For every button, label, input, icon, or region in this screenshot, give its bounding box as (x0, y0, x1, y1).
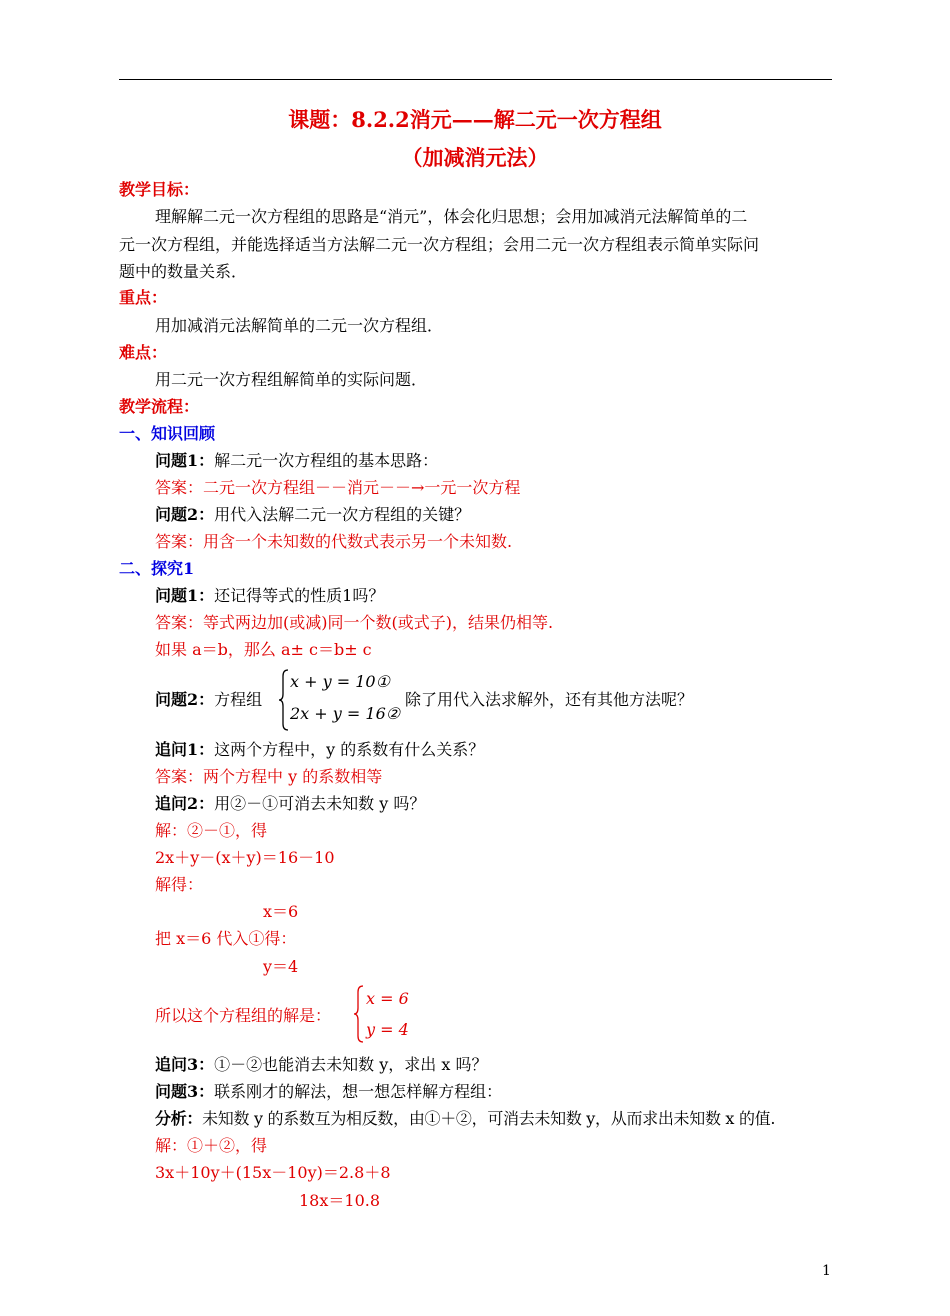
solution-step-6: y＝4 (263, 957, 299, 976)
lesson-title: 课题：8.2.2消元——解二元一次方程组 (288, 107, 662, 132)
follow-up-2 (155, 794, 425, 814)
explore-question-2-rest: 除了用代入法求解外，还有其他方法呢？ (405, 690, 694, 709)
follow-up-3 (155, 1055, 487, 1075)
explore-question-2 (155, 690, 262, 710)
explore-answer-1: 答案：等式两边加(或减)同一个数(或式子)，结果仍相等. (155, 613, 554, 632)
system-equation-1: x + y = 10① (290, 672, 390, 691)
answer-text: 二元一次方程组－－消元－－→一元一次方程 (203, 478, 521, 497)
section-teaching-flow: 教学流程： (119, 397, 200, 416)
solution-step-3: 解得： (155, 875, 204, 894)
question-label: 问题1： (155, 586, 215, 605)
question-text: 方程组 (214, 690, 263, 709)
solution-system-brace (353, 984, 365, 1044)
solution-step-1: 解：②－①，得 (155, 821, 268, 840)
solution-step-4: x＝6 (263, 902, 299, 921)
solution-step-5: 把 x＝6 代入①得： (155, 929, 297, 948)
question-label: 问题2： (155, 690, 215, 709)
analysis-label: 分析： (155, 1109, 203, 1128)
equation-system-brace (278, 668, 290, 732)
section-teaching-goal: 教学目标： (119, 180, 200, 199)
explore-question-3 (155, 1082, 502, 1102)
follow-up-label: 追问3： (155, 1055, 215, 1074)
question-label: 问题1： (155, 451, 215, 470)
follow-up-1 (155, 740, 484, 760)
equality-property: 如果 a＝b，那么 a± c＝b± c (155, 640, 372, 659)
answer-label: 答案： (155, 478, 204, 497)
question-text: 联系刚才的解法，想一想怎样解方程组： (214, 1082, 503, 1101)
part-knowledge-review: 一、知识回顾 (119, 424, 216, 443)
review-question-1 (155, 451, 438, 471)
solution-y-value: y = 4 (366, 1020, 409, 1039)
analysis-text: 未知数 y 的系数互为相反数，由①＋②，可消去未知数 y，从而求出未知数 x 的值. (202, 1109, 776, 1128)
answer-label: 答案： (155, 532, 204, 551)
follow-up-text: 用②－①可消去未知数 y 吗？ (214, 794, 426, 813)
section-difficulty: 难点： (119, 343, 168, 362)
solution2-step-3: 18x＝10.8 (299, 1191, 381, 1210)
solution-x-value: x = 6 (366, 989, 409, 1008)
follow-up-label: 追问1： (155, 740, 215, 759)
goal-line-3: 题中的数量关系． (119, 262, 248, 281)
question-label: 问题2： (155, 505, 215, 524)
goal-line-2: 元一次方程组，并能选择适当方法解二元一次方程组；会用二元一次方程组表示简单实际问 (119, 235, 760, 254)
question-text: 解二元一次方程组的基本思路： (214, 451, 439, 470)
solution2-step-1: 解：①＋②，得 (155, 1136, 268, 1155)
solution-step-2: 2x＋y－(x＋y)＝16－10 (155, 848, 335, 867)
review-answer-1 (155, 478, 520, 498)
lesson-subtitle: （加减消元法） (401, 145, 549, 170)
question-label: 问题3： (155, 1082, 215, 1101)
question-text: 还记得等式的性质1吗？ (214, 586, 385, 605)
goal-line-1: 理解解二元一次方程组的思路是“消元”，体会化归思想；会用加减消元法解简单的二 (155, 207, 748, 226)
page-number: 1 (822, 1263, 831, 1279)
key-point-text: 用加减消元法解简单的二元一次方程组． (155, 316, 444, 335)
analysis (155, 1109, 775, 1129)
solution2-step-2: 3x＋10y＋(15x－10y)＝2.8＋8 (155, 1163, 391, 1182)
answer-text: 用含一个未知数的代数式表示另一个未知数. (203, 532, 513, 551)
section-key-point: 重点： (119, 288, 168, 307)
system-equation-2: 2x + y = 16② (290, 704, 401, 723)
solution-conclusion: 所以这个方程组的解是： (155, 1006, 332, 1025)
follow-up-text: ①－②也能消去未知数 y，求出 x 吗？ (214, 1055, 488, 1074)
question-text: 用代入法解二元一次方程组的关键？ (214, 505, 471, 524)
follow-up-1-answer: 答案：两个方程中 y 的系数相等 (155, 767, 383, 786)
difficulty-text: 用二元一次方程组解简单的实际问题． (155, 370, 428, 389)
part-exploration-1: 二、探究1 (119, 559, 195, 578)
follow-up-label: 追问2： (155, 794, 215, 813)
review-question-2 (155, 505, 470, 525)
explore-question-1 (155, 586, 384, 606)
header-rule (119, 79, 832, 80)
follow-up-text: 这两个方程中，y 的系数有什么关系？ (214, 740, 485, 759)
review-answer-2 (155, 532, 512, 552)
